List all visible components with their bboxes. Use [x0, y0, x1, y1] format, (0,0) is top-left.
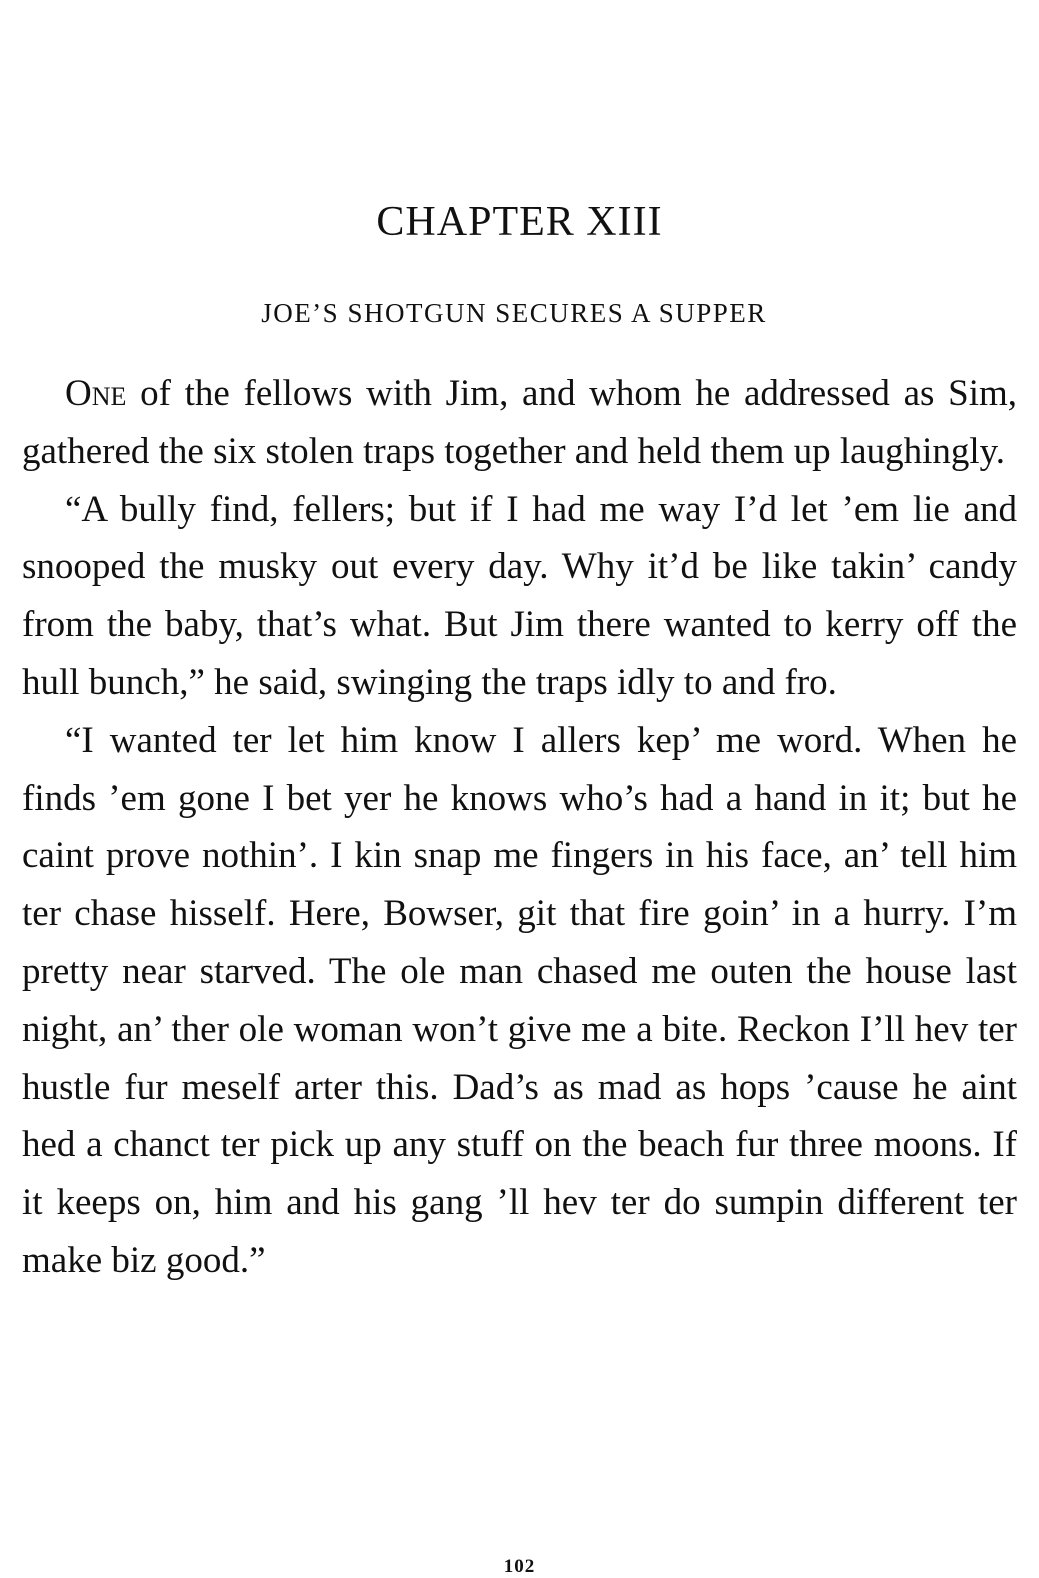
- paragraph-3: “I wanted ter let him know I allers kep’ me word. When he finds ’em gone I bet yer he knows who’s had a hand in it; but he caint prove nothin’. I kin snap me fingers in his face, an’ tell him ter chase hisself. Here, Bowser, git that fire goin’ in a hurry. I’m pretty near starved. The ole man chased me outen the house last night, an’ ther ole woman won’t give me a bite. Reckon I’ll hev ter hustle fur meself arter this. Dad’s as mad as hops ’cause he aint hed a chanct ter pick up any stuff on the beach fur three moons. If it keeps on, him and his gang ’ll hev ter do sumpin different ter make biz good.”: [22, 719, 1017, 1281]
- body-text: [22, 365, 1017, 1290]
- chapter-subtitle: JOE’S SHOTGUN SECURES A SUPPER: [261, 298, 767, 328]
- chapter-title: CHAPTER XIII: [376, 199, 663, 245]
- page-number: 102: [503, 1556, 536, 1577]
- paragraph-2: “A bully find, fellers; but if I had me way I’d let ’em lie and snooped the musky out every day. Why it’d be like takin’ candy from the baby, that’s what. But Jim there wanted to kerry off the hull bunch,” he said, swinging the traps idly to and fro.: [22, 488, 1017, 703]
- paragraph-lead-word: One: [65, 373, 127, 414]
- paragraph-1: [22, 365, 1017, 481]
- paragraph-text: of the fellows with Jim, and whom he addressed as Sim, gathered the six stolen traps together and held them up laughingly.: [22, 373, 1017, 472]
